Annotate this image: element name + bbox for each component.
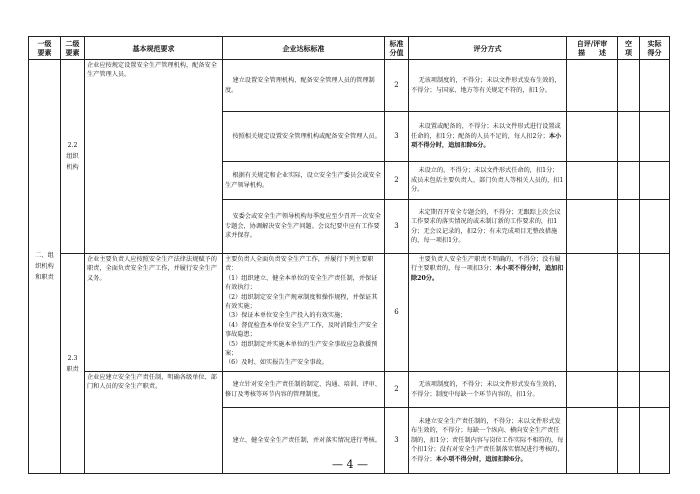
self-eval-cell[interactable]: [567, 372, 618, 408]
score-cell: 3: [385, 408, 409, 474]
table-row: [29, 60, 670, 112]
header-actual-score: 实际 得分: [640, 37, 670, 60]
basic-requirement-2-3a: 企业主要负责人应按照安全生产法律法规赋予的职责，全面负责安全生产工作，并履行安全生产义务。: [85, 254, 223, 372]
method-cell: [409, 200, 567, 254]
score-cell: 2: [385, 372, 409, 408]
method-cell: [409, 372, 567, 408]
blank-cell[interactable]: [618, 112, 640, 162]
header-row: [29, 37, 670, 60]
basic-requirement-2-2: 企业应按规定设置安全生产管理机构，配备安全生产管理人员。: [85, 60, 223, 254]
blank-cell[interactable]: [618, 200, 640, 254]
self-eval-cell[interactable]: [567, 254, 618, 372]
method-text: 未建立安全生产责任制的，不得分；未以文件形式发布生效的，不得分；每缺一个纵向、横向安全生产责任制的，扣1分；责任制内容与岗位工作实际不相符的，每个扣1分；没有对安全生产责任制落实情况进行考核的，不得分；: [411, 417, 564, 463]
standard-cell: 安委会或安全生产领导机构每季度应至少召开一次安全专题会，协调解决安全生产问题。会议纪要中应有工作要求并保存。: [223, 200, 385, 254]
self-eval-cell[interactable]: [567, 60, 618, 112]
level2-cell-2-3: 2.3 职责: [61, 254, 85, 474]
standard-cell: 按照相关规定设置安全管理机构或配备安全管理人员。: [223, 112, 385, 162]
header-basic-requirement: 基本规范要求: [85, 37, 223, 60]
actual-score-cell[interactable]: [640, 112, 670, 162]
method-cell: [409, 112, 567, 162]
score-cell: 2: [385, 60, 409, 112]
header-blank: 空 项: [618, 37, 640, 60]
method-cell: [409, 162, 567, 200]
method-penalty: 本小项不得分时，追加扣除20分。: [411, 265, 564, 282]
standard-cell: 建立、健全安全生产责任制，并对落实情况进行考核。: [223, 408, 385, 474]
blank-cell[interactable]: [618, 162, 640, 200]
header-standard: 企业达标标准: [223, 37, 385, 60]
level1-cell: 二、组 织机构 和职责: [29, 60, 61, 474]
table-row: [29, 254, 670, 372]
header-score: 标准 分值: [385, 37, 409, 60]
page-number: — 4 —: [332, 458, 368, 471]
self-eval-cell[interactable]: [567, 112, 618, 162]
method-text: 主要负责人安全生产职责不明确的，不得分；没有履行主要职责的，每一项扣3分；: [411, 256, 561, 273]
score-cell: 3: [385, 112, 409, 162]
method-text: 无该项制度的，不得分；未以文件形式发布生效的，不得分；与国家、地方等有关规定不符的，扣1分。: [411, 77, 561, 94]
method-text: 未定期召开安全专题会的，不得分；无跟踪上次会议工作要求的落实情况的或未制订新的工作要求的，扣1分；无会议记录的，扣2分；有未完成项目无整改措施的，每一项扣1分。: [411, 208, 561, 244]
level2-cell-2-2: 2.2 组织 机构: [61, 60, 85, 254]
actual-score-cell[interactable]: [640, 254, 670, 372]
self-eval-cell[interactable]: [567, 162, 618, 200]
method-text: 未设置或配备的，不得分；未以文件形式进行设置或任命的，扣1分；配备的人员不足的，每人扣2分；: [411, 123, 561, 140]
method-penalty: 本小项不得分时，追加扣除6分。: [435, 455, 527, 463]
standard-cell: 根据有关规定和企业实际，设立安全生产委员会或安全生产领导机构。: [223, 162, 385, 200]
header-method: 评分方式: [409, 37, 567, 60]
blank-cell[interactable]: [618, 60, 640, 112]
method-penalty: 本小项不得分时，追加扣除6分。: [411, 132, 562, 150]
basic-requirement-2-3b: 企业应建立安全生产责任制，明确各级单位、部门和人员的安全生产职责。: [85, 372, 223, 474]
blank-cell[interactable]: [618, 372, 640, 408]
header-self-eval: 自评/评审 描 述: [567, 37, 618, 60]
blank-cell[interactable]: [618, 254, 640, 372]
method-cell: [409, 254, 567, 372]
method-text: 无该项制度的，不得分；未以文件形式发布生效的，不得分；制度中每缺一个环节内容的，扣1分。: [411, 381, 561, 398]
method-cell: [409, 60, 567, 112]
standards-page: [28, 36, 670, 474]
header-level2: 二级 要素: [61, 37, 85, 60]
actual-score-cell[interactable]: [640, 60, 670, 112]
standard-cell: 建立设置安全管理机构、配备安全管理人员的管理制度。: [223, 60, 385, 112]
method-text: 未设立的，不得分；未以文件形式任命的，扣1分；成员未包括主要负责人、部门负责人等相关人员的，扣1分。: [411, 167, 564, 194]
score-cell: 3: [385, 200, 409, 254]
table-row: [29, 372, 670, 408]
header-level1: 一级 要素: [29, 37, 61, 60]
evaluation-table: [28, 36, 670, 474]
actual-score-cell[interactable]: [640, 162, 670, 200]
score-cell: 2: [385, 162, 409, 200]
actual-score-cell[interactable]: [640, 200, 670, 254]
score-cell: 6: [385, 254, 409, 372]
standard-cell: 主要负责人全面负责安全生产工作，并履行下列主要职责： （1）组织建立、健全本单位的安全生产责任制，并保证有效执行； （2）组织制定安全生产规章制度和操作规程，并保证其有效实施； （3）保证本单位安全生产投入的有效实施； （4）督促检查本单位安全生产工作，及时消除生产安全事故隐患； （5）组织制定并实施本单位的生产安全事故应急救援预案； （6）及时、如实报告生产安全事故。: [223, 254, 385, 372]
standard-cell: 建立针对安全生产责任制的制定、沟通、培训、评审、修订及考核等环节内容的管理制度。: [223, 372, 385, 408]
self-eval-cell[interactable]: [567, 200, 618, 254]
actual-score-cell[interactable]: [640, 372, 670, 408]
